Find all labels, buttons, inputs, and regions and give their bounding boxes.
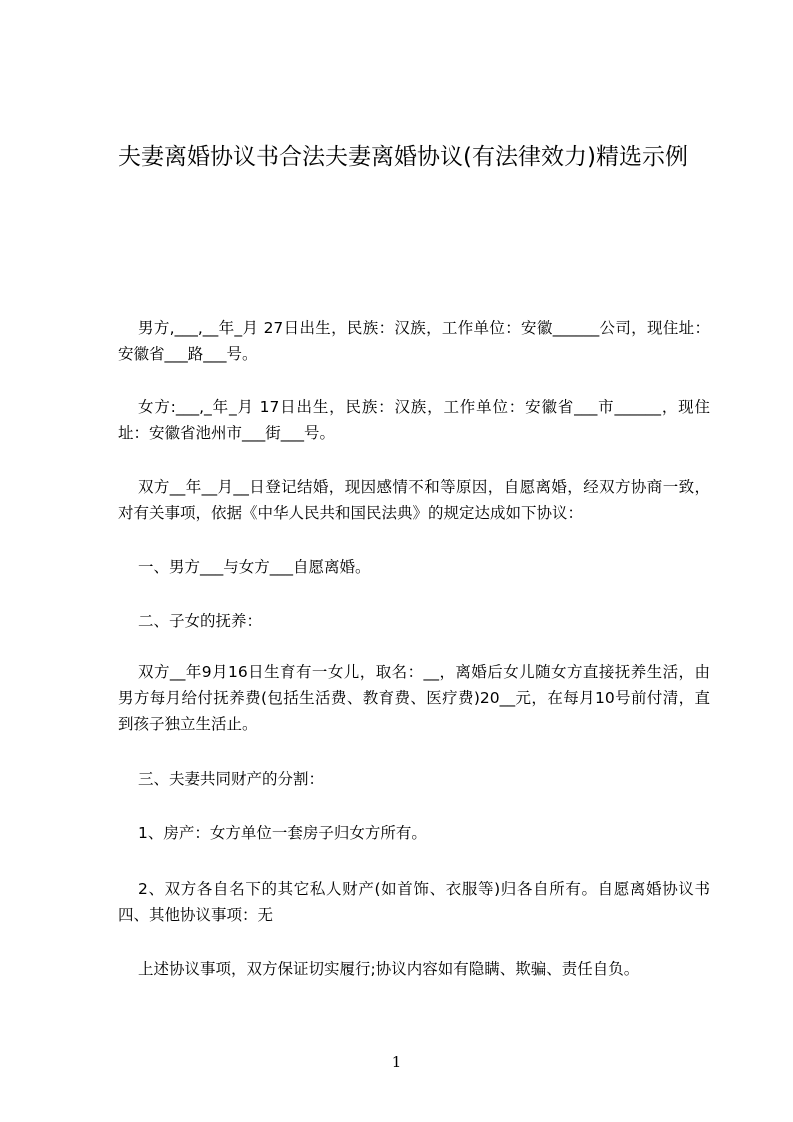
clause-two-child-custody: 二、子女的抚养： (138, 612, 263, 630)
paragraph-performance-guarantee: 上述协议事项，双方保证切实履行;协议内容如有隐瞒、欺骗、责任自负。 (138, 960, 640, 978)
paragraph-female-party: 女方:___,_年_月 17日出生，民族：汉族，工作单位：安徽省___市______，现住址：安徽省池州市___街___号。 (118, 398, 710, 442)
page-number: 1 (391, 1053, 402, 1071)
paragraph-marriage-registration: 双方__年__月__日登记结婚，现因感情不和等原因，自愿离婚，经双方协商一致，对有关事项，依据《中华人民共和国民法典》的规定达成如下协议： (118, 478, 710, 522)
paragraph-personal-property: 2、双方各自名下的其它私人财产(如首饰、衣服等)归各自所有。自愿离婚协议书四、其他协议事项：无 (118, 880, 710, 924)
paragraph-child-support: 双方__年9月16日生育有一女儿，取名：__，离婚后女儿随女方直接抚养生活，由男方每月给付抚养费(包括生活费、教育费、医疗费)20__元，在每月10号前付清，直到孩子独立生活止。 (118, 663, 710, 733)
paragraph-real-estate: 1、房产：女方单位一套房子归女方所有。 (138, 824, 427, 842)
clause-three-property-division: 三、夫妻共同财产的分割： (138, 770, 325, 788)
paragraph-male-party: 男方,___,__年_月 27日出生，民族：汉族，工作单位：安徽______公司，现住址：安徽省___路___号。 (118, 319, 710, 363)
document-title: 夫妻离婚协议书合法夫妻离婚协议(有法律效力)精选示例 (118, 144, 688, 170)
clause-one-divorce: 一、男方___与女方___自愿离婚。 (138, 558, 371, 576)
